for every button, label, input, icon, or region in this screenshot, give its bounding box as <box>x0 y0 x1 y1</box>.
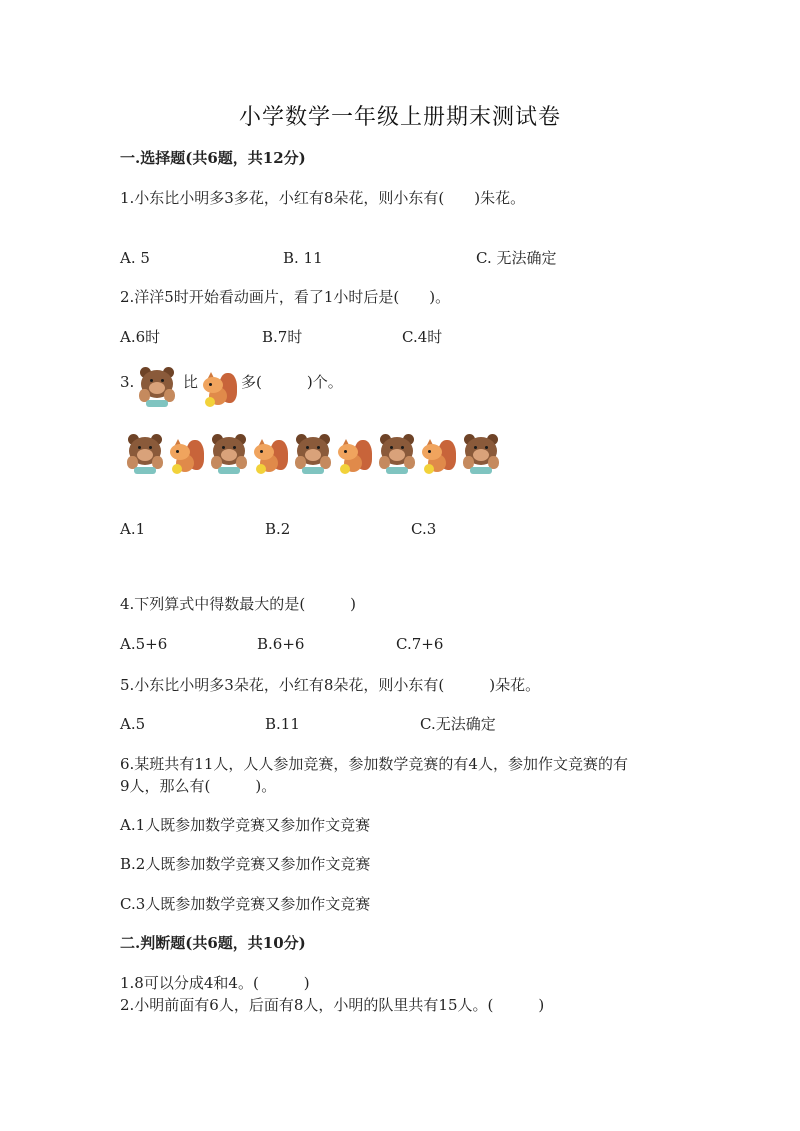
question-6-text-line2: 9人，那么有( )。 <box>120 777 277 795</box>
bear-icon <box>124 432 166 476</box>
squirrel-icon <box>168 436 206 478</box>
bear-icon <box>460 432 502 476</box>
q1-option-a: A. 5 <box>120 249 150 267</box>
page-title: 小学数学一年级上册期末测试卷 <box>238 105 561 130</box>
squirrel-icon <box>420 436 458 478</box>
question-4-text: 4.下列算式中得数最大的是( ) <box>120 595 357 613</box>
bear-icon <box>376 432 418 476</box>
q1-option-b: B. 11 <box>283 249 323 267</box>
q3-option-b: B.2 <box>265 520 291 538</box>
q2-option-a: A.6时 <box>120 328 161 346</box>
q4-option-b: B.6+6 <box>257 635 305 653</box>
q2-option-c: C.4时 <box>402 328 443 346</box>
q6-option-a: A.1人既参加数学竞赛又参加作文竞赛 <box>120 816 371 834</box>
q2-option-b: B.7时 <box>262 328 303 346</box>
question-2-text: 2.洋洋5时开始看动画片，看了1小时后是( )。 <box>120 288 451 306</box>
judge-question-1: 1.8可以分成4和4。( ) <box>120 974 310 992</box>
question-1-text: 1.小东比小明多3多花，小红有8朵花，则小东有( )朱花。 <box>120 189 526 207</box>
squirrel-icon <box>336 436 374 478</box>
q3-option-c: C.3 <box>411 520 437 538</box>
bear-icon <box>208 432 250 476</box>
squirrel-icon <box>252 436 290 478</box>
q1-option-c: C. 无法确定 <box>476 249 557 267</box>
question-3-compare-word: 比 <box>183 373 199 391</box>
squirrel-icon <box>201 369 239 411</box>
q5-option-c: C.无法确定 <box>420 715 496 733</box>
section-heading-choice: 一.选择题(共6题，共12分) <box>120 149 306 167</box>
q6-option-b: B.2人既参加数学竞赛又参加作文竞赛 <box>120 855 371 873</box>
q5-option-a: A.5 <box>120 715 146 733</box>
question-5-text: 5.小东比小明多3朵花，小红有8朵花，则小东有( )朵花。 <box>120 676 541 694</box>
bear-icon <box>136 365 178 409</box>
q5-option-b: B.11 <box>265 715 300 733</box>
question-3-number: 3. <box>120 373 135 391</box>
section-heading-judge: 二.判断题(共6题，共10分) <box>120 934 306 952</box>
q4-option-a: A.5+6 <box>120 635 168 653</box>
question-3-tail-text: 多( )个。 <box>241 373 343 391</box>
q4-option-c: C.7+6 <box>396 635 444 653</box>
q3-option-a: A.1 <box>120 520 146 538</box>
bear-icon <box>292 432 334 476</box>
judge-question-2: 2.小明前面有6人，后面有8人，小明的队里共有15人。( ) <box>120 996 545 1014</box>
question-6-text-line1: 6.某班共有11人，人人参加竞赛，参加数学竞赛的有4人，参加作文竞赛的有 <box>120 755 628 773</box>
q6-option-c: C.3人既参加数学竞赛又参加作文竞赛 <box>120 895 371 913</box>
